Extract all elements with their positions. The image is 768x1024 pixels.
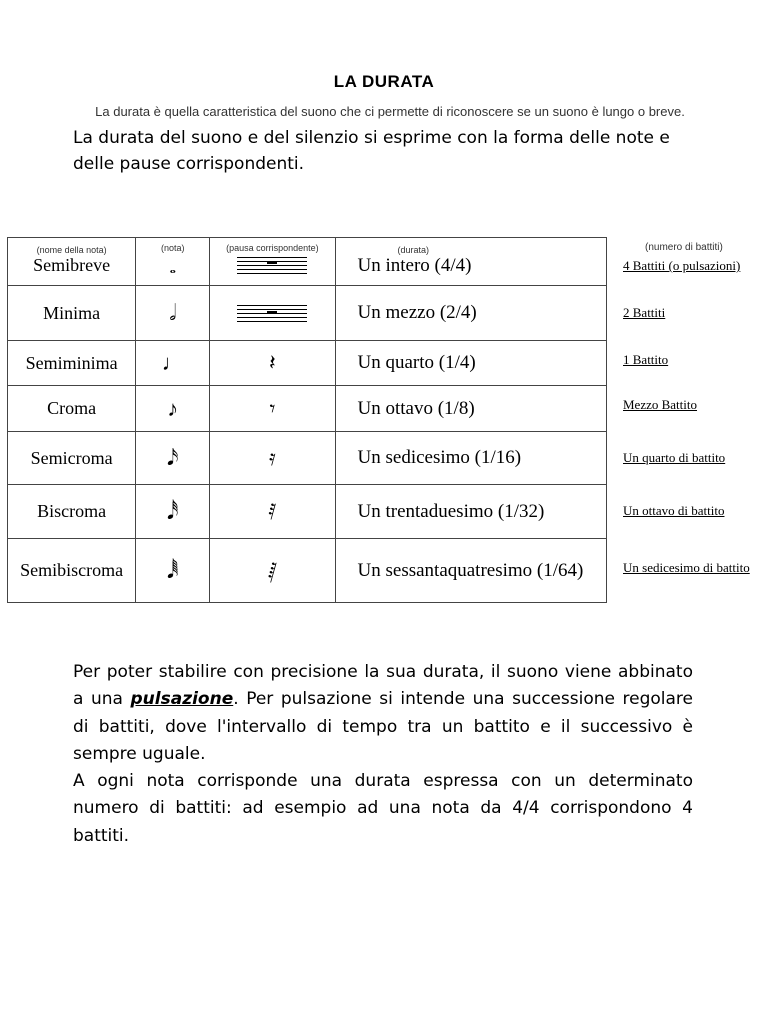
quarter-rest-icon: 𝄽 [210, 341, 335, 386]
beats-label: Un ottavo di battito [623, 503, 725, 518]
eighth-note-icon: ♪ [136, 386, 210, 432]
note-name: Croma [8, 386, 136, 432]
eighth-rest-icon: 𝄾 [210, 386, 335, 432]
quarter-note-icon: ♩ [136, 341, 210, 386]
beats-label: Mezzo Battito [623, 397, 698, 412]
sixty-fourth-rest-icon: 𝅁 [210, 539, 335, 603]
sixteenth-note-icon: 𝅘𝅥𝅯 [136, 432, 210, 485]
table-cell-note [136, 238, 210, 286]
beats-label: Un quarto di battito [623, 450, 726, 465]
emphasized-term: pulsazione [130, 689, 234, 710]
header-name: (nome della nota) [36, 245, 107, 255]
duration-table [7, 237, 607, 603]
half-note-icon: 𝅗𝅥 [136, 286, 210, 341]
whole-rest-staff-icon [237, 257, 307, 277]
duration-value: Un sedicesimo (1/16) [335, 432, 606, 485]
note-name: Minima [8, 286, 136, 341]
paragraph-battiti: A ogni nota corrisponde una durata espressa con un determinato numero di battiti: ad esempio ad una nota da 4/4 corrispondono 4 battiti. [73, 771, 693, 846]
text-run: Per poter stabilire con precisione la sua durata, il suono viene abbinato a una [73, 662, 693, 710]
note-name: Semiminima [8, 341, 136, 386]
note-name: Biscroma [8, 485, 136, 539]
explanation-text [73, 659, 693, 850]
duration-value: Un ottavo (1/8) [335, 386, 606, 432]
header-rest: (pausa corrispondente) [226, 242, 319, 253]
sixteenth-rest-icon: 𝄿 [210, 432, 335, 485]
beats-label: 4 Battiti (o pulsazioni) [623, 258, 741, 273]
table-cell-duration [335, 238, 606, 286]
text-run: . Per pulsazione si intende una successione regolare di battiti, dove l'intervallo di tempo tra un battito e il successivo è sempre uguale. [73, 689, 693, 764]
table-cell-rest [210, 286, 335, 341]
thirty-second-rest-icon: 𝅀 [210, 485, 335, 539]
table-cell-rest [210, 238, 335, 286]
duration-value: Un sessantaquatresimo (1/64) [335, 539, 606, 603]
paragraph-pulsazione [73, 659, 693, 768]
header-duration: (durata) [397, 244, 430, 255]
duration-value: Un intero (4/4) [357, 254, 472, 276]
header-note: (nota) [161, 242, 185, 253]
sixty-fourth-note-icon: 𝅘𝅥𝅱 [136, 539, 210, 603]
note-name: Semibiscroma [8, 539, 136, 603]
whole-note-icon: 𝅝 [169, 257, 176, 277]
beats-header: (numero di battiti) [645, 242, 723, 253]
beats-label: 1 Battito [623, 352, 669, 367]
duration-value: Un trentaduesimo (1/32) [335, 485, 606, 539]
duration-value: Un mezzo (2/4) [335, 286, 606, 341]
subtitle: La durata è quella caratteristica del suono che ci permette di riconoscere se un suono è lungo o breve. [95, 104, 685, 119]
thirty-second-note-icon: 𝅘𝅥𝅰 [136, 485, 210, 539]
note-name: Semicroma [8, 432, 136, 485]
beats-label: Un sedicesimo di battito [623, 560, 750, 575]
beats-label: 2 Battiti [623, 305, 666, 320]
note-name: Semibreve [33, 255, 111, 275]
intro-paragraph: La durata del suono e del silenzio si esprime con la forma delle note e delle pause corrispondenti. [73, 128, 670, 174]
page-title: LA DURATA [333, 72, 435, 91]
half-rest-staff-icon [237, 305, 307, 325]
duration-value: Un quarto (1/4) [335, 341, 606, 386]
table-cell-name [8, 238, 136, 286]
